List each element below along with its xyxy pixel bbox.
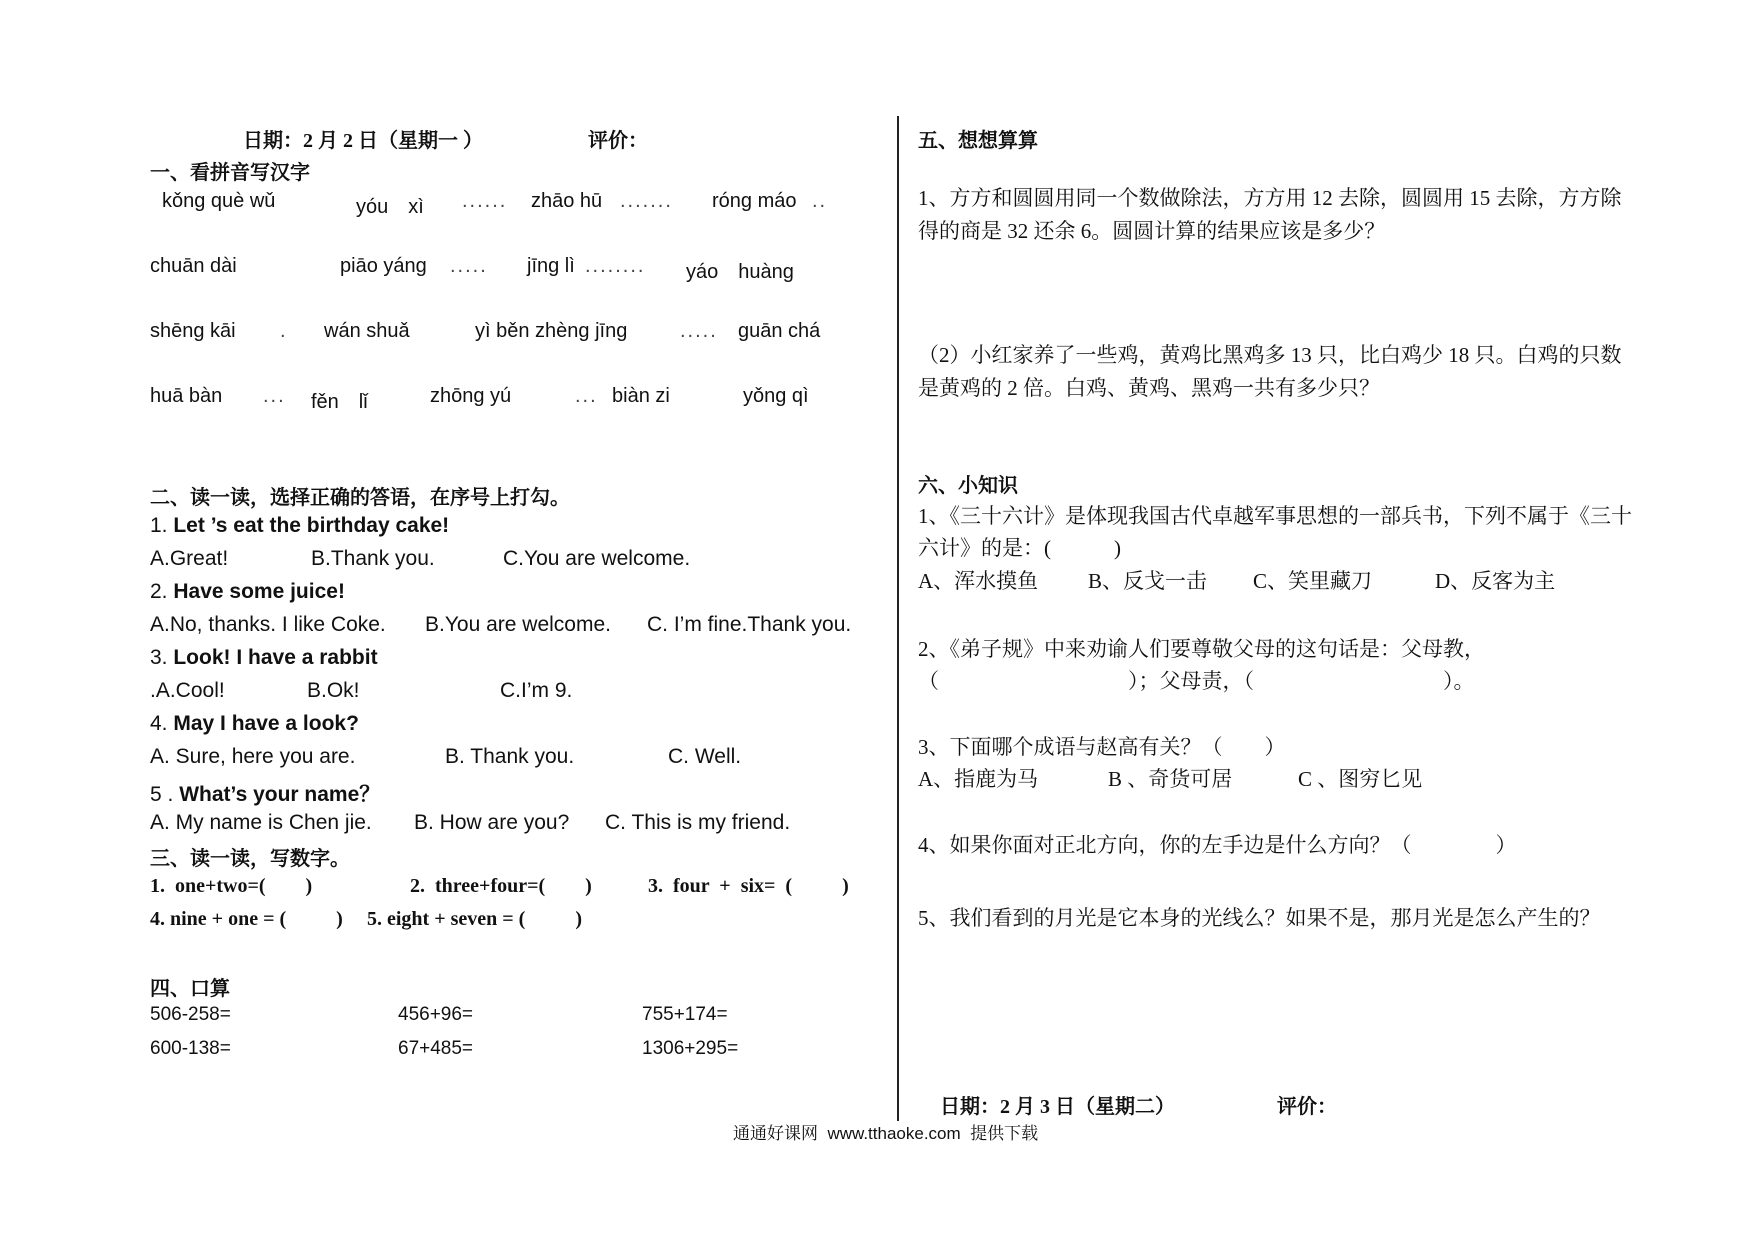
pinyin-item: wán shuǎ [324,320,410,342]
option-a[interactable]: A、浑水摸鱼 [918,569,1039,593]
pinyin-item: guān chá [738,320,821,342]
option-a[interactable]: A. My name is Chen jie. [150,811,372,834]
option-c[interactable]: C 、图穷匕见 [1298,767,1423,791]
option-b[interactable]: B. Thank you. [445,745,575,768]
knowledge-question-1: 1、《三十六计》是体现我国古代卓越军事思想的一部兵书，下列不属于《三十六计》的是：( ) [918,504,1632,560]
question-5: 5 . What’s your name？ [150,783,381,806]
pinyin-item: yǒng qì [743,385,809,407]
option-b[interactable]: B 、奇货可居 [1108,767,1233,791]
calc-item: 67+485= [398,1038,474,1059]
option-b[interactable]: B.Ok! [307,679,360,702]
section-2-title: 二、读一读，选择正确的答语，在序号上打勾。 [150,487,570,509]
dotted-leader: ... [575,385,598,407]
page-footer: 通通好课网 www.tthaoke.com 提供下载 [733,1124,1039,1143]
dotted-leader: ........ [585,255,646,277]
option-c[interactable]: C. Well. [668,745,742,768]
calc-item: 600-138= [150,1038,231,1059]
pinyin-item: fěn lǐ [311,391,368,413]
option-c[interactable]: C.You are welcome. [503,547,691,570]
pinyin-item: biàn zi [612,385,670,407]
option-c[interactable]: C.I’m 9. [500,679,573,702]
knowledge-question-2-blanks: （ ）；父母责，（ ）。 [918,669,1475,693]
pinyin-item: zhāo hū [531,190,603,212]
option-b[interactable]: B、反戈一击 [1088,569,1208,593]
number-item: 2. three+four=( ) [410,875,592,897]
option-a[interactable]: .A.Cool! [150,679,225,702]
pinyin-item: shēng kāi [150,320,236,342]
evaluation-label: 评价： [588,130,648,152]
knowledge-question-3: 3、下面哪个成语与赵高有关？（ ） [918,735,1286,759]
dotted-leader: ....... [620,190,673,212]
question-2: 2. Have some juice! [150,580,345,603]
option-c[interactable]: C. This is my friend. [605,811,791,834]
pinyin-item: róng máo [712,190,797,212]
dotted-leader: ..... [450,255,488,277]
calc-item: 755+174= [642,1004,728,1025]
option-a[interactable]: A.Great! [150,547,229,570]
option-a[interactable]: A、指鹿为马 [918,767,1039,791]
dotted-leader: ...... [462,190,508,212]
question-3: 3. Look! I have a rabbit [150,646,378,669]
calc-item: 1306+295= [642,1038,739,1059]
option-c[interactable]: C. I’m fine.Thank you. [647,613,852,636]
dotted-leader: .. [812,190,828,212]
pinyin-item: jīng lì [527,255,575,277]
math-question-1: 1、方方和圆圆用同一个数做除法，方方用 12 去除，圆圆用 15 去除，方方除得的商是 32 还余 6。圆圆计算的结果应该是多少？ [918,186,1622,243]
number-item: 5. eight + seven = ( ) [367,908,582,930]
date-header: 日期：2 月 2 日（星期一 ） [243,130,483,152]
dotted-leader: ..... [680,320,718,342]
number-item: 4. nine + one = ( ) [150,908,343,930]
question-1: 1. Let ’s eat the birthday cake! [150,514,450,537]
number-item: 1. one+two=( ) [150,875,313,897]
knowledge-question-5: 5、我们看到的月光是它本身的光线么？如果不是，那月光是怎么产生的？ [918,906,1601,930]
option-a[interactable]: A. Sure, here you are. [150,745,356,768]
next-evaluation-label: 评价： [1277,1096,1337,1118]
pinyin-item: huā bàn [150,385,223,407]
dotted-leader: ... [263,385,286,407]
calc-item: 506-258= [150,1004,231,1025]
pinyin-item: piāo yáng [340,255,427,277]
column-divider [897,116,899,1121]
section-4-title: 四、口算 [150,978,230,1000]
option-b[interactable]: B.You are welcome. [425,613,611,636]
calc-item: 456+96= [398,1004,474,1025]
pinyin-item: yáo huàng [686,261,794,283]
option-d[interactable]: D、反客为主 [1435,569,1556,593]
pinyin-item: yóu xì [356,196,424,218]
pinyin-item: chuān dài [150,255,237,277]
section-1-title: 一、看拼音写汉字 [150,162,310,184]
option-c[interactable]: C、笑里藏刀 [1253,569,1373,593]
section-3-title: 三、读一读，写数字。 [150,848,350,870]
option-b[interactable]: B. How are you? [414,811,570,834]
math-question-2: （2）小红家养了一些鸡，黄鸡比黑鸡多 13 只，比白鸡少 18 只。白鸡的只数是黄鸡的 2 倍。白鸡、黄鸡、黑鸡一共有多少只？ [918,343,1622,400]
pinyin-item: zhōng yú [430,385,512,407]
section-5-title: 五、想想算算 [918,130,1038,152]
pinyin-item: yì běn zhèng jīng [475,320,628,342]
question-4: 4. May I have a look? [150,712,359,735]
section-6-title: 六、小知识 [918,475,1018,497]
dotted-leader: . [280,320,288,342]
knowledge-question-4: 4、如果你面对正北方向，你的左手边是什么方向？（ ） [918,833,1517,857]
option-a[interactable]: A.No, thanks. I like Coke. [150,613,386,636]
option-b[interactable]: B.Thank you. [311,547,435,570]
pinyin-item: kǒng què wǔ [162,190,276,212]
next-date-header: 日期：2 月 3 日（星期二） [940,1096,1175,1118]
number-item: 3. four + six= ( ) [648,875,849,897]
knowledge-question-2: 2、《弟子规》中来劝谕人们要尊敬父母的这句话是：父母教， [918,637,1485,661]
